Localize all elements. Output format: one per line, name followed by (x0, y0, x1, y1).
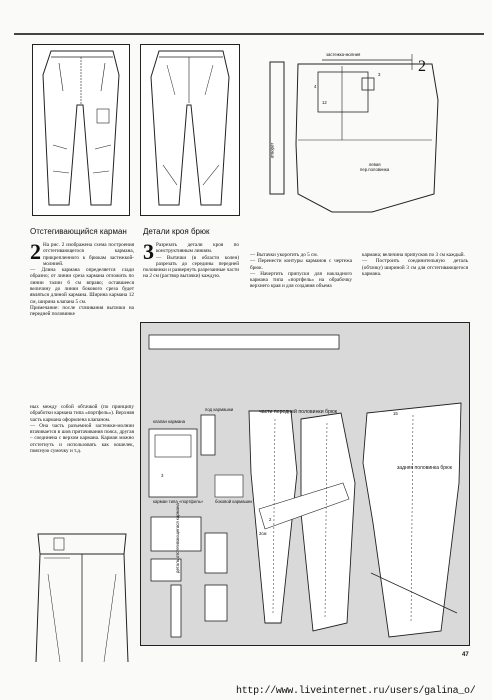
section-b-col3: кармана; величина припусков по 3 см каждый. — Построить соединительную деталь (обтачку) шириной 3 см для отстегивающегося кармана. (362, 252, 468, 277)
label-back-half: задняя половинка брюк (397, 465, 452, 471)
dim-12: 12 (322, 100, 327, 105)
label-pocket-detail: под кармашки (205, 407, 234, 412)
drop-cap-2: 2 (30, 239, 41, 264)
label-front-parts: части передней половинки брюк (259, 409, 338, 415)
trousers-back-drawing (141, 45, 239, 215)
dim-15: 15 (393, 411, 398, 416)
side-label: отворот (269, 142, 275, 159)
trousers-sketch-back (140, 44, 240, 216)
figure-3-frame (140, 322, 470, 646)
page-number: 47 (462, 652, 469, 658)
label-side-pocket: боковой кармашек (215, 499, 253, 504)
section-b-col2: — Вытачки укоротить до 5 см. — Перенести контуры карманов с чертежа брюк. — Начертить припуски для накладного кармана типа «портфель» на обрабочку верхнего края и для создания объема (250, 252, 352, 290)
drop-cap-3: 3 (143, 239, 154, 264)
figure-marker: 2 (418, 58, 426, 75)
dim-2cm: 2см (259, 531, 267, 536)
footer-url[interactable]: http://www.liveinternet.ru/users/galina_o/ (236, 686, 476, 697)
waistband-drawing (30, 514, 134, 664)
heading-cut-details: Детали кроя брюк (143, 227, 210, 236)
dim-4: 4 (314, 84, 317, 89)
top-rule (14, 33, 484, 35)
figure-3-drawing (141, 323, 469, 645)
figure-2-pattern (262, 44, 448, 214)
trousers-sketch-front (32, 44, 130, 216)
dim-3: 3 (378, 72, 381, 77)
waistband-sketch (30, 514, 134, 664)
label-portfolio: карман типа «портфель» (153, 499, 204, 504)
heading-pocket: Отстегивающийся карман (30, 227, 127, 236)
section-b-col1 (143, 239, 239, 280)
zipper-label: застежка-молния (326, 52, 361, 57)
trousers-front-drawing (33, 45, 129, 215)
label-patch: деталь отстегивающегося кармана (175, 503, 180, 573)
dim-2: 2 (269, 517, 272, 522)
section-a-body: На рис. 2 изображена схема построения отстегивающегося кармана, прикрепленного к брюкам застежкой-молнией. — Длина кармана определяется сзади образно; от линии среза кармана отложить по линии талии 6 см вправо; оставшееся величину до линии бокового среза будет являться длиной кармана. Ширина кармана 12 см, ширина клапана 5 см. Примечание: после стачивания вытачки на передней половинке (30, 242, 134, 318)
section-b-col1-text: Разрезать детали кроя по конструктивным линиям. — Вытачки (в области колен) разрезать до середины передней половинки и развернуть разрезанные части на 2 см (раствор вытачки) каждую. (143, 242, 239, 280)
dim-3b: 3 (161, 473, 164, 478)
rear-half-label: левая пер.половинка (360, 162, 390, 172)
section-a-continuation: ных между собой обтачкой (по принципу обработки кармана типа «портфель»). Верхняя часть кармана оформлена клапаном. — Она часть разъемной застежки-молнии втачивается в шов притачивания пояса, другая – соединена с верхом кармана. Карман можно отстегнуть и использовать как кошелек, поясную сумочку и т.д. (30, 404, 134, 455)
section-a-text (30, 239, 134, 318)
label-pocket-flap: клапан кармана (153, 419, 185, 424)
